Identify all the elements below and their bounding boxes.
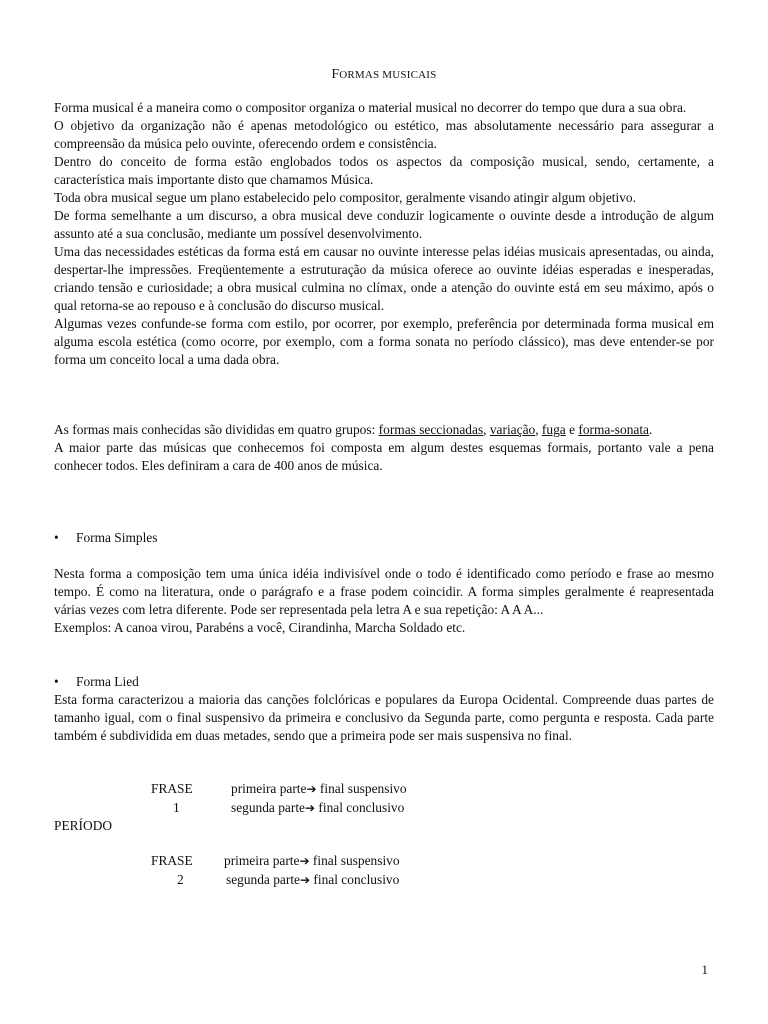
forma-simples-body: Nesta forma a composição tem uma única idéia indivisível onde o todo é identificado como período e frase ao mesmo tempo. É como na literatura, onde o parágrafo e a frase podem coincidir. A forma simples geralmente é reapresentada várias vezes com letra diferente. Pode ser representada pela letra A e sua repetição: A A A... bbox=[54, 566, 714, 617]
frase1-line1 bbox=[231, 780, 407, 798]
ending-label: final conclusivo bbox=[313, 872, 400, 887]
link-variacao[interactable]: variação bbox=[489, 422, 536, 437]
groups-lead-text: As formas mais conhecidas são divididas em quatro grupos: bbox=[54, 422, 379, 437]
arrow-right-icon: ➔ bbox=[305, 801, 316, 815]
part-label: primeira parte bbox=[231, 781, 307, 796]
groups-followup: A maior parte das músicas que conhecemos foi composta em algum destes esquemas formais, portanto vale a pena conhecer todos. Eles definiram a cara de 400 anos de música. bbox=[54, 440, 714, 473]
arrow-right-icon: ➔ bbox=[299, 854, 310, 868]
intro-paragraph: Toda obra musical segue um plano estabelecido pelo compositor, geralmente visando atingir algum objetivo. bbox=[54, 190, 636, 205]
part-label: segunda parte bbox=[226, 872, 300, 887]
frase2-line1 bbox=[224, 852, 400, 870]
arrow-right-icon: ➔ bbox=[300, 873, 311, 887]
page-title bbox=[0, 66, 768, 82]
link-fuga[interactable]: fuga bbox=[541, 422, 566, 437]
separator: e bbox=[565, 422, 579, 437]
separator: , bbox=[535, 422, 542, 437]
title-rest: ORMAS MUSICAIS bbox=[339, 69, 437, 81]
part-label: primeira parte bbox=[224, 853, 300, 868]
forma-lied-body: Esta forma caracterizou a maioria das canções folclóricas e populares da Europa Ocidental. Compreende duas partes de tamanho igual, com o final suspensivo da primeira e conclusivo da Segunda parte, como pergunta e resposta. Cada parte também é subdividida em duas metades, sendo que a primeira pode ser mais suspensiva no final. bbox=[54, 692, 714, 743]
forma-simples-heading: Forma Simples bbox=[76, 530, 158, 545]
part-label: segunda parte bbox=[231, 800, 305, 815]
intro-paragraph: Forma musical é a maneira como o compositor organiza o material musical no decorrer do tempo que dura a sua obra. bbox=[54, 100, 687, 115]
ending-label: final suspensivo bbox=[319, 781, 407, 796]
bullet-forma-simples bbox=[54, 529, 714, 547]
title-initial: F bbox=[331, 66, 340, 81]
intro-paragraph: De forma semelhante a um discurso, a obra musical deve conduzir logicamente o ouvinte desde a introdução de algum assunto até a sua conclusão, mediante um possível desenvolvimento. bbox=[54, 208, 714, 241]
arrow-right-icon: ➔ bbox=[306, 782, 317, 796]
frase2-line2 bbox=[226, 871, 399, 889]
link-forma-sonata[interactable]: forma-sonata bbox=[578, 422, 650, 437]
intro-paragraph: Uma das necessidades estéticas da forma está em causar no ouvinte interesse pelas idéias musicais apresentadas, ou ainda, despertar-lhe impressões. Freqüentemente a estruturação da música oferece ao ouvinte idéias esperadas e inesperadas, criando tensão e curiosidade; a obra musical culmina no clímax, onde a atenção do ouvinte está em seu máximo, após o qual retorna-se ao repouso e à conclusão do discurso musical. bbox=[54, 244, 714, 313]
forma-lied-section bbox=[54, 691, 714, 745]
link-formas-seccionadas[interactable]: formas seccionadas bbox=[378, 422, 484, 437]
bullet-icon: • bbox=[54, 530, 59, 545]
intro-paragraph: O objetivo da organização não é apenas metodológico ou estético, mas absolutamente necessário para assegurar a compreensão da música pelo ouvinte, oferecendo ordem e consistência. bbox=[54, 118, 714, 151]
intro-section bbox=[54, 99, 714, 369]
periodo-label: PERÍODO bbox=[54, 818, 113, 833]
frase2-label: FRASE bbox=[151, 853, 193, 868]
forma-simples-examples: Exemplos: A canoa virou, Parabéns a você, Cirandinha, Marcha Soldado etc. bbox=[54, 620, 466, 635]
period: . bbox=[649, 422, 653, 437]
ending-label: final conclusivo bbox=[318, 800, 405, 815]
intro-paragraph: Algumas vezes confunde-se forma com estilo, por ocorrer, por exemplo, preferência por determinada forma musical em alguma escola estética (como ocorre, por exemplo, com a forma sonata no período clássico), mas deve entender-se por forma um conceito local a uma dada obra. bbox=[54, 316, 714, 367]
frase1-number: 1 bbox=[173, 800, 180, 815]
forma-simples-section bbox=[54, 565, 714, 637]
bullet-forma-lied bbox=[54, 673, 714, 691]
intro-paragraph: Dentro do conceito de forma estão englobados todos os aspectos da composição musical, sendo, certamente, a característica mais importante disto que chamamos Música. bbox=[54, 154, 714, 187]
frase1-line2 bbox=[231, 799, 404, 817]
groups-section bbox=[54, 421, 714, 475]
ending-label: final suspensivo bbox=[312, 853, 400, 868]
frase1-label: FRASE bbox=[151, 781, 193, 796]
page-number: 1 bbox=[701, 962, 708, 977]
forma-lied-heading: Forma Lied bbox=[76, 674, 139, 689]
groups-paragraph bbox=[54, 421, 714, 439]
frase2-number: 2 bbox=[177, 872, 184, 887]
separator: , bbox=[483, 422, 490, 437]
bullet-icon: • bbox=[54, 674, 59, 689]
